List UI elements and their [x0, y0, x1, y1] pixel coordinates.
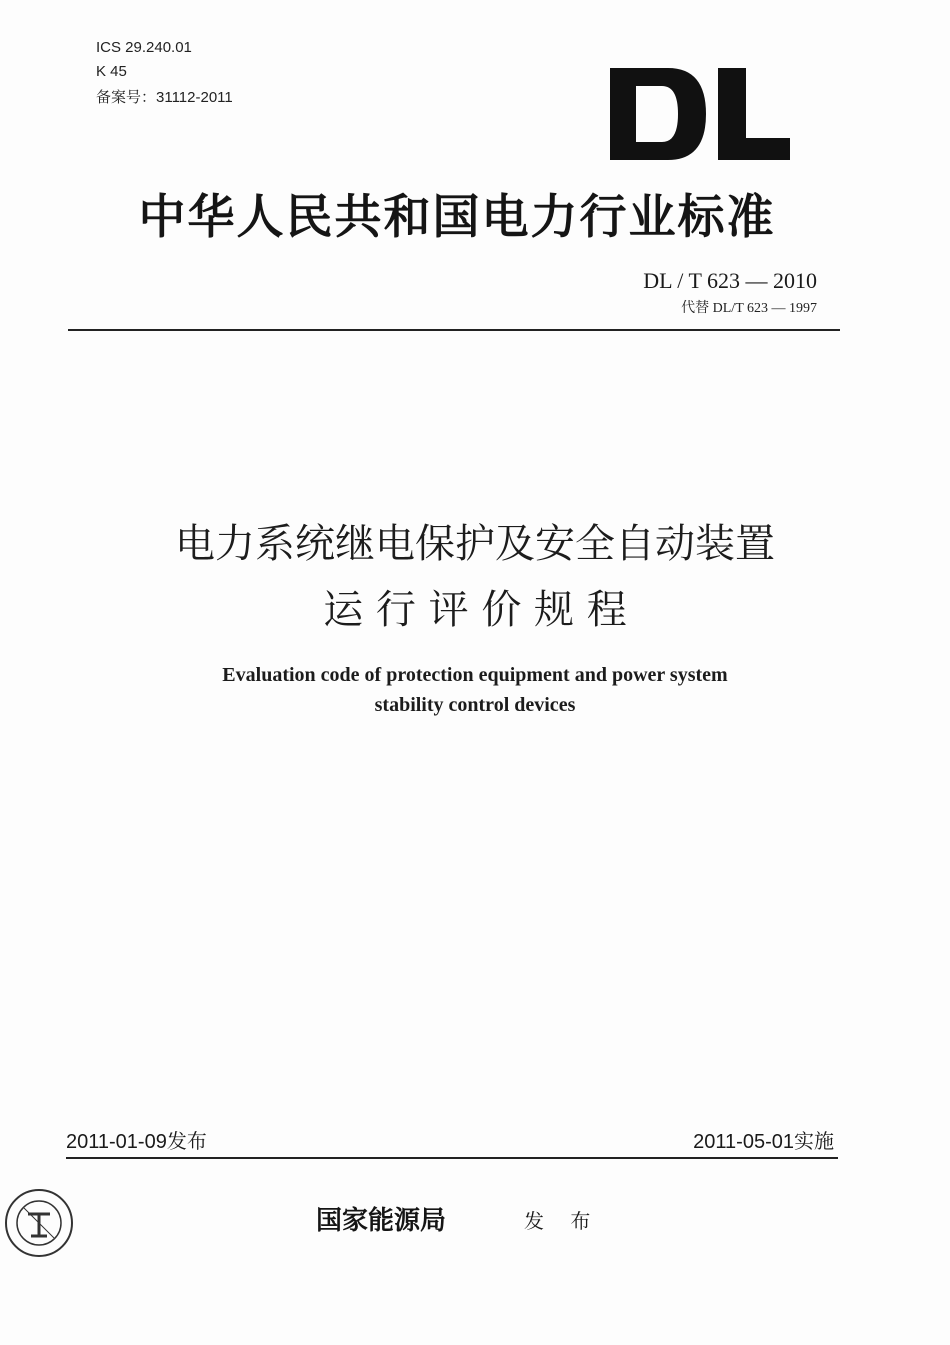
- filing-number: 备案号：31112-2011: [96, 89, 233, 106]
- publish-label: 发 布: [524, 1209, 601, 1233]
- issue-date: 2011-01-09发布: [66, 1131, 207, 1153]
- publisher-seal: [4, 1188, 74, 1258]
- header-divider: [68, 329, 840, 331]
- classification-code: K 45: [96, 63, 127, 80]
- document-title-cn-line2: 运 行 评 价 规 程: [323, 587, 627, 633]
- effective-date: 2011-05-01实施: [693, 1131, 834, 1153]
- publisher-name: 国家能源局: [316, 1206, 447, 1236]
- national-standard-title: 中华人民共和国电力行业标准: [138, 190, 776, 245]
- replaces-standard: 代替 DL/T 623 — 1997: [681, 301, 817, 316]
- document-title-cn-line1: 电力系统继电保护及安全自动装置: [175, 521, 775, 567]
- document-title-en-line2: stability control devices: [374, 694, 576, 716]
- ics-code: ICS 29.240.01: [96, 39, 192, 56]
- document-title-en-line1: Evaluation code of protection equipment and power system: [222, 664, 728, 686]
- dl-logo: [610, 68, 790, 160]
- standard-number: DL / T 623 — 2010: [643, 268, 817, 293]
- footer-divider: [66, 1157, 838, 1159]
